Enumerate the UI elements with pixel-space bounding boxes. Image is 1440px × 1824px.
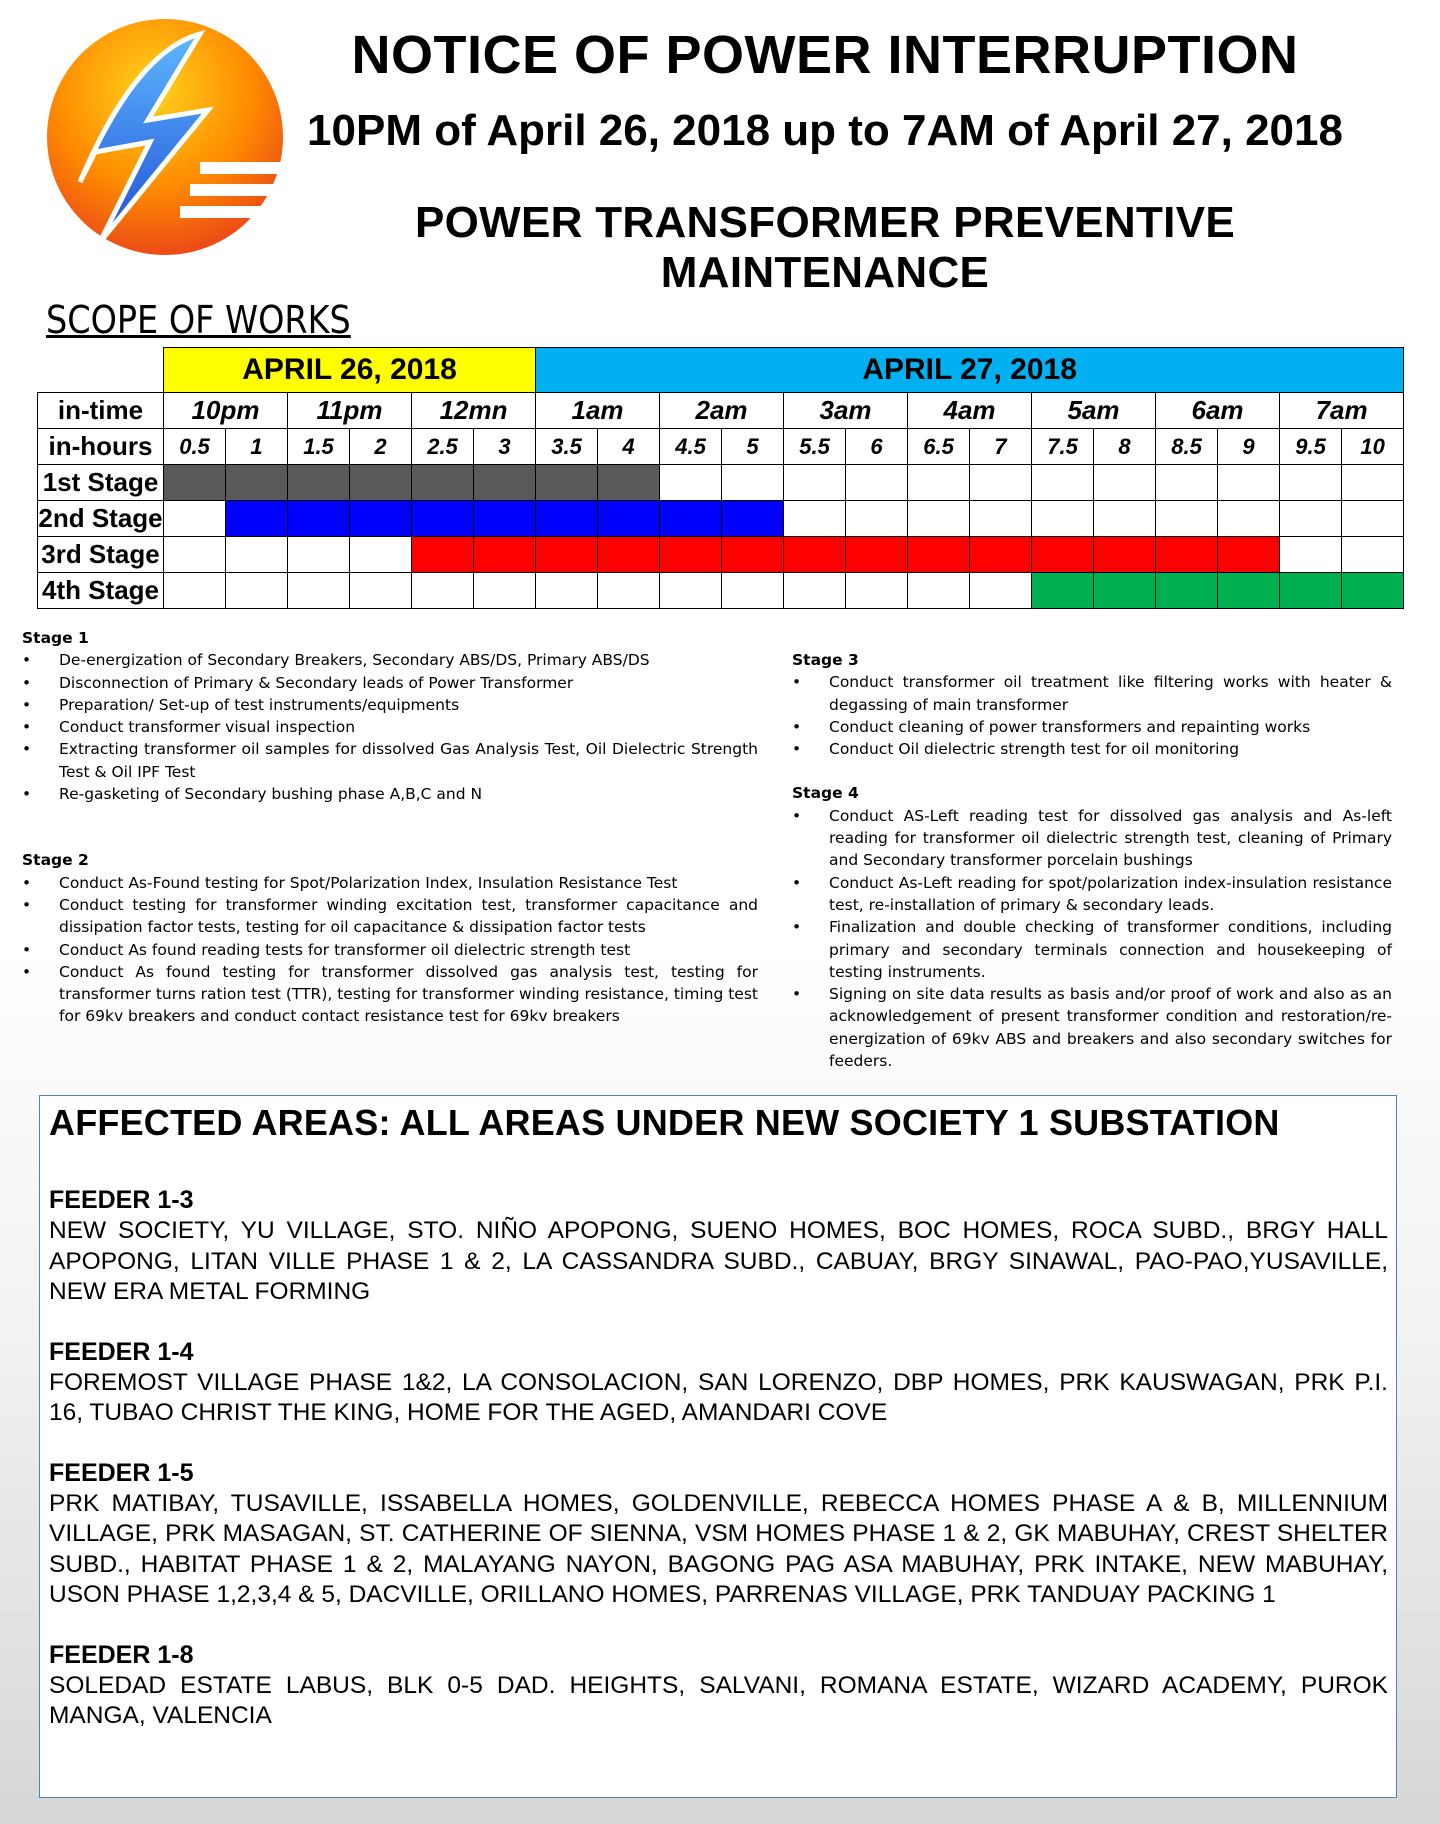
feeder-block: [49, 1184, 1388, 1308]
stage-cell: [412, 501, 474, 537]
feeder-areas: NEW SOCIETY, YU VILLAGE, STO. NIÑO APOPONG, SUENO HOMES, BOC HOMES, ROCA SUBD., BRGY HALL APOPONG, LITAN VILLE PHASE 1 & 2, LA CASSANDRA SUBD., CABUAY, BRGY SINAWAL, PAO-PAO,YUSAVILLE, NEW ERA METAL FORMING: [49, 1217, 1388, 1305]
stage-cell: [846, 537, 908, 573]
row-label: in-hours: [38, 429, 164, 465]
list-item: • Disconnection of Primary & Secondary leads of Power Transformer: [22, 672, 758, 694]
stage1-list: [22, 649, 758, 805]
feeder-block: [49, 1336, 1388, 1429]
stage-cell: [1032, 465, 1094, 501]
stage-cell: [970, 465, 1032, 501]
stage1-title: Stage 1: [22, 629, 89, 647]
stage-cell: [288, 537, 350, 573]
stage-cell: [1280, 465, 1342, 501]
affected-areas-title: AFFECTED AREAS: ALL AREAS UNDER NEW SOCIETY 1 SUBSTATION: [49, 1102, 1280, 1143]
date-header: APRIL 27, 2018: [536, 348, 1404, 393]
list-item: • Conduct cleaning of power transformers and repainting works: [792, 716, 1392, 738]
stage-cell: [350, 501, 412, 537]
hour-cell: 9: [1218, 429, 1280, 465]
stage-cell: [164, 573, 226, 609]
stage-details-right: [792, 649, 1392, 1072]
hour-cell: 9.5: [1280, 429, 1342, 465]
stage2-title: Stage 2: [22, 851, 89, 870]
stage-cell: [1218, 537, 1280, 573]
list-item: • Conduct As found testing for transformer dissolved gas analysis test, testing for transformer turns ration test (TTR), testing for transformer winding resistance, timing test for 69kv breakers and conduct contact resistance test for 69kv breakers: [22, 961, 758, 1028]
stage-cell: [536, 537, 598, 573]
stage-cell: [1280, 501, 1342, 537]
hour-cell: 8: [1094, 429, 1156, 465]
stage-cell: [722, 573, 784, 609]
list-item: • Conduct As-Left reading for spot/polarization index-insulation resistance test, re-installation of primary & secondary leads.: [792, 872, 1392, 917]
feeder-name: FEEDER 1-4: [49, 1337, 194, 1366]
hour-cell: 5: [722, 429, 784, 465]
stage-cell: [226, 573, 288, 609]
time-header: 6am: [1156, 393, 1280, 429]
hour-cell: 1: [226, 429, 288, 465]
stage-cell: [846, 501, 908, 537]
stage-label: 1st Stage: [38, 465, 164, 501]
feeder-block: [49, 1457, 1388, 1611]
stage-cell: [536, 573, 598, 609]
stage3-list: [792, 671, 1392, 760]
stage-row: [38, 537, 1404, 573]
stage-cell: [1218, 573, 1280, 609]
stage-cell: [1032, 501, 1094, 537]
stage-cell: [350, 573, 412, 609]
list-item: • Finalization and double checking of transformer conditions, including primary and secondary terminals connection and housekeeping of testing instruments.: [792, 916, 1392, 983]
stage4-list: [792, 805, 1392, 1073]
stage-cell: [412, 537, 474, 573]
list-item: • Conduct testing for transformer winding excitation test, transformer capacitance and dissipation factor tests, testing for oil capacitance & dissipation factor tests: [22, 894, 758, 939]
list-item: • Conduct As found reading tests for transformer oil dielectric strength test: [22, 939, 758, 961]
time-header: 5am: [1032, 393, 1156, 429]
stage-cell: [970, 501, 1032, 537]
stage-cell: [846, 465, 908, 501]
stage-cell: [970, 573, 1032, 609]
stage-cell: [660, 573, 722, 609]
table-corner: [38, 348, 164, 393]
hour-cell: 8.5: [1156, 429, 1218, 465]
affected-areas-box: [39, 1095, 1397, 1798]
feeder-areas: FOREMOST VILLAGE PHASE 1&2, LA CONSOLACION, SAN LORENZO, DBP HOMES, PRK KAUSWAGAN, PRK P.I. 16, TUBAO CHRIST THE KING, HOME FOR THE AGED, AMANDARI COVE: [49, 1368, 1388, 1426]
stage-cell: [226, 537, 288, 573]
stage-cell: [908, 465, 970, 501]
maintenance-activity: POWER TRANSFORMER PREVENTIVE MAINTENANCE: [414, 198, 1235, 297]
stage-cell: [660, 465, 722, 501]
stage-cell: [164, 537, 226, 573]
feeder-name: FEEDER 1-8: [49, 1640, 194, 1669]
hour-cell: 5.5: [784, 429, 846, 465]
stage-cell: [722, 501, 784, 537]
hour-cell: 2: [350, 429, 412, 465]
time-header: 10pm: [164, 393, 288, 429]
stage-cell: [226, 465, 288, 501]
stage-cell: [660, 501, 722, 537]
hour-cell: 4.5: [660, 429, 722, 465]
stage-cell: [350, 465, 412, 501]
stage-cell: [1156, 501, 1218, 537]
stage-cell: [784, 501, 846, 537]
stage-cell: [474, 537, 536, 573]
stage-label: 3rd Stage: [38, 537, 164, 573]
stage-cell: [474, 573, 536, 609]
stage-cell: [288, 501, 350, 537]
time-header: 1am: [536, 393, 660, 429]
stage-cell: [288, 465, 350, 501]
stage-label: 2nd Stage: [38, 501, 164, 537]
stage-row: [38, 573, 1404, 609]
stage-cell: [474, 501, 536, 537]
list-item: • Re-gasketing of Secondary bushing phase A,B,C and N: [22, 783, 758, 805]
date-header: APRIL 26, 2018: [164, 348, 536, 393]
stage-cell: [1280, 573, 1342, 609]
stage-cell: [784, 465, 846, 501]
feeder-areas: SOLEDAD ESTATE LABUS, BLK 0-5 DAD. HEIGHTS, SALVANI, ROMANA ESTATE, WIZARD ACADEMY, PUROK MANGA, VALENCIA: [49, 1671, 1388, 1729]
stage-cell: [784, 573, 846, 609]
list-item: • Preparation/ Set-up of test instruments/equipments: [22, 694, 758, 716]
time-header: 7am: [1280, 393, 1404, 429]
hour-cell: 7: [970, 429, 1032, 465]
stage-cell: [1032, 537, 1094, 573]
notice-title: NOTICE OF POWER INTERRUPTION: [351, 25, 1299, 85]
stage-cell: [1342, 465, 1404, 501]
time-header: 12mn: [412, 393, 536, 429]
list-item: • Conduct transformer oil treatment like filtering works with heater & degassing of main transformer: [792, 671, 1392, 716]
stage4-title: Stage 4: [792, 784, 859, 803]
company-logo: [40, 12, 290, 262]
stage-label: 4th Stage: [38, 573, 164, 609]
feeder-name: FEEDER 1-3: [49, 1186, 194, 1214]
hour-cell: 7.5: [1032, 429, 1094, 465]
stage-cell: [536, 501, 598, 537]
stage-row: [38, 501, 1404, 537]
list-item: • Extracting transformer oil samples for dissolved Gas Analysis Test, Oil Dielectric Strength Test & Oil IPF Test: [22, 738, 758, 783]
stage-cell: [908, 537, 970, 573]
stage-cell: [536, 465, 598, 501]
stage-cell: [722, 465, 784, 501]
feeder-name: FEEDER 1-5: [49, 1458, 194, 1487]
stage-cell: [1342, 501, 1404, 537]
stage-cell: [846, 573, 908, 609]
stage-cell: [598, 573, 660, 609]
stage3-title: Stage 3: [792, 651, 859, 669]
hour-cell: 6.5: [908, 429, 970, 465]
stage-details-left: [22, 627, 758, 1028]
time-header: 11pm: [288, 393, 412, 429]
stage-cell: [598, 465, 660, 501]
feeder-block: [49, 1639, 1388, 1732]
hour-cell: 4: [598, 429, 660, 465]
stage-cell: [908, 573, 970, 609]
stage-cell: [1094, 501, 1156, 537]
hour-cell: 6: [846, 429, 908, 465]
stage-cell: [908, 501, 970, 537]
time-header: 3am: [784, 393, 908, 429]
stage-cell: [1342, 573, 1404, 609]
hour-cell: 1.5: [288, 429, 350, 465]
stage-cell: [1094, 537, 1156, 573]
list-item: • De-energization of Secondary Breakers, Secondary ABS/DS, Primary ABS/DS: [22, 649, 758, 671]
list-item: • Conduct As-Found testing for Spot/Polarization Index, Insulation Resistance Test: [22, 872, 758, 894]
stage-row: [38, 465, 1404, 501]
list-item: • Signing on site data results as basis and/or proof of work and also as an acknowledgement of present transformer condition and restoration/re-energization of 69kv ABS and breakers and also secondary switches for feeders.: [792, 983, 1392, 1072]
stage-cell: [598, 537, 660, 573]
stage-cell: [1156, 537, 1218, 573]
hour-cell: 3.5: [536, 429, 598, 465]
stage-cell: [164, 465, 226, 501]
stage-cell: [226, 501, 288, 537]
stage-cell: [1218, 465, 1280, 501]
stage-cell: [1094, 465, 1156, 501]
stage-cell: [1342, 537, 1404, 573]
stage-cell: [722, 537, 784, 573]
hour-cell: 0.5: [164, 429, 226, 465]
stage-cell: [1218, 501, 1280, 537]
stage-cell: [474, 465, 536, 501]
stage-cell: [288, 573, 350, 609]
stage-cell: [1156, 465, 1218, 501]
time-header: 4am: [908, 393, 1032, 429]
stage-cell: [970, 537, 1032, 573]
stage2-list: [22, 872, 758, 1028]
stage-cell: [598, 501, 660, 537]
hour-cell: 10: [1342, 429, 1404, 465]
time-header: 2am: [660, 393, 784, 429]
row-label: in-time: [38, 393, 164, 429]
stage-cell: [1156, 573, 1218, 609]
stage-cell: [350, 537, 412, 573]
list-item: • Conduct AS-Left reading test for dissolved gas analysis and As-left reading for transformer oil dielectric strength test, cleaning of Primary and Secondary transformer porcelain bushings: [792, 805, 1392, 872]
hour-cell: 2.5: [412, 429, 474, 465]
interruption-schedule: 10PM of April 26, 2018 up to 7AM of April 27, 2018: [307, 106, 1343, 155]
stage-cell: [660, 537, 722, 573]
stage-cell: [784, 537, 846, 573]
list-item: • Conduct transformer visual inspection: [22, 716, 758, 738]
schedule-table: [37, 347, 1404, 609]
feeder-areas: PRK MATIBAY, TUSAVILLE, ISSABELLA HOMES, GOLDENVILLE, REBECCA HOMES PHASE A & B, MILLENNIUM VILLAGE, PRK MASAGAN, ST. CATHERINE OF SIENNA, VSM HOMES PHASE 1 & 2, GK MABUHAY, CREST SHELTER SUBD., HABITAT PHASE 1 & 2, MALAYANG NAYON, BAGONG PAG ASA MABUHAY, PRK INTAKE, NEW MABUHAY, USON PHASE 1,2,3,4 & 5, DACVILLE, ORILLANO HOMES, PARRENAS VILLAGE, PRK TANDUAY PACKING 1: [49, 1489, 1388, 1608]
stage-cell: [412, 465, 474, 501]
list-item: • Conduct Oil dielectric strength test for oil monitoring: [792, 738, 1392, 760]
stage-cell: [1094, 573, 1156, 609]
stage-cell: [1032, 573, 1094, 609]
scope-heading: SCOPE OF WORKS: [46, 298, 351, 342]
stage-cell: [1280, 537, 1342, 573]
stage-cell: [412, 573, 474, 609]
hour-cell: 3: [474, 429, 536, 465]
stage-cell: [164, 501, 226, 537]
